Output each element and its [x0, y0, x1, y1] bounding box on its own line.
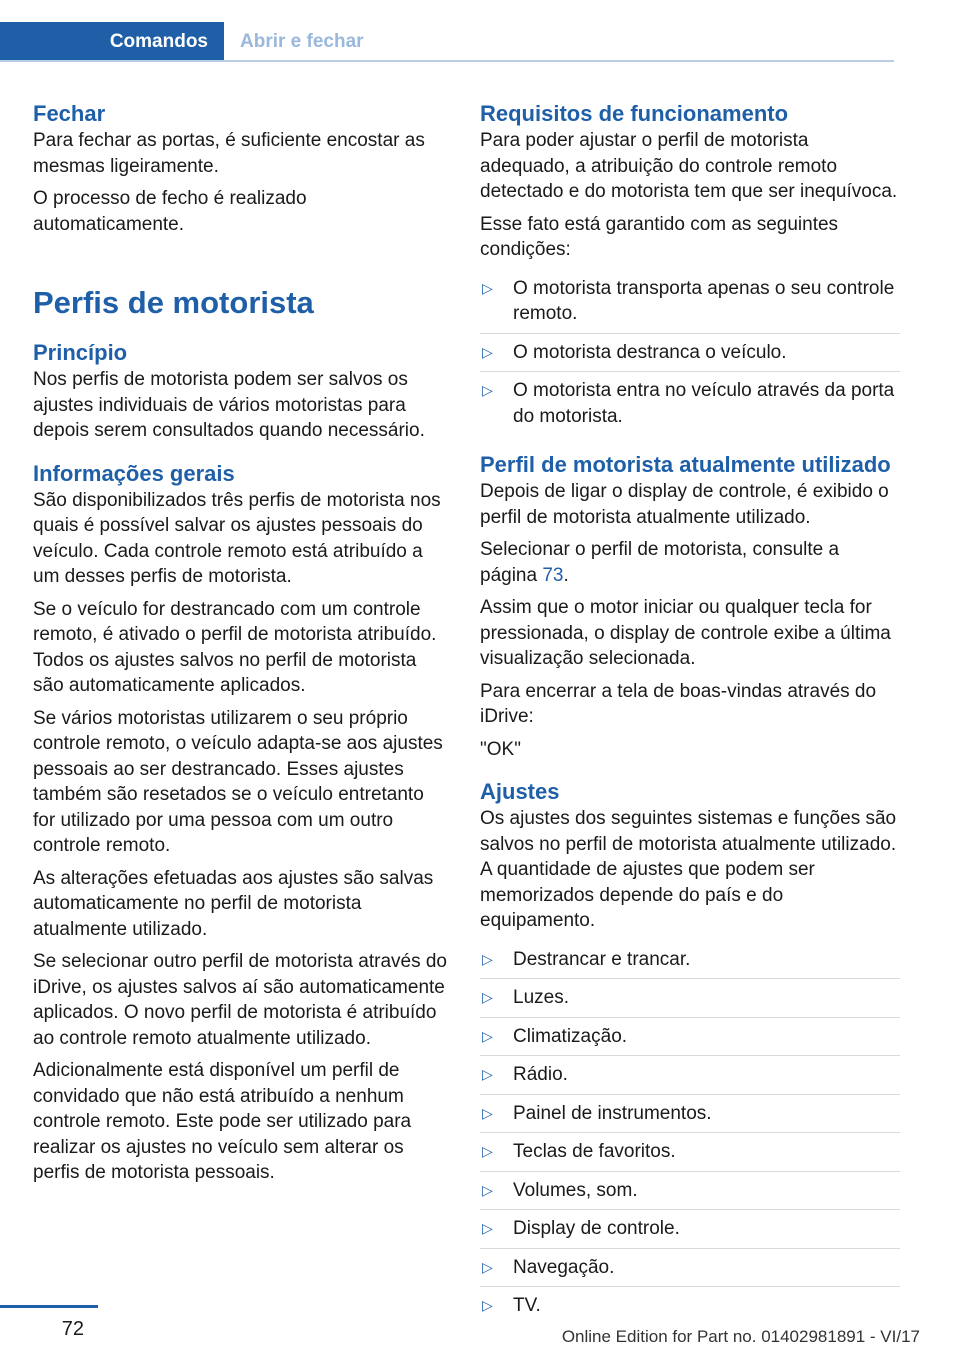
- page-number: 72: [61, 1318, 84, 1340]
- list-item: [480, 334, 900, 373]
- list-item-text: Display de controle.: [513, 1218, 680, 1239]
- paragraph: Adicionalmente está disponível um perfil de convidado que não está atribuído a nenhum controle remoto. Este pode ser utilizado para realizar os ajustes no veículo sem alterar os perfis de motorista pessoais.: [33, 1060, 412, 1183]
- paragraph: Se o veículo for destrancado com um controle remoto, é ativado o perfil de motorista atribuído. Todos os ajustes salvos no perfil de motorista são automaticamente aplicados.: [33, 598, 437, 696]
- requirements-list: [480, 270, 900, 436]
- left-column: [33, 100, 448, 1193]
- list-item: [480, 372, 900, 435]
- section-title-requisitos: Requisitos de funcionamento: [480, 101, 789, 126]
- list-item-text: Luzes.: [513, 987, 569, 1008]
- list-item-text: Destrancar e trancar.: [513, 948, 691, 970]
- paragraph: [480, 537, 900, 588]
- triangle-bullet-icon: ▷: [482, 989, 493, 1005]
- paragraph: São disponibilizados três perfis de motorista nos quais é possível salvar os ajustes pessoais do veículo. Cada controle remoto está atribuído a um desses perfis de motorista.: [33, 489, 441, 587]
- paragraph: Nos perfis de motorista podem ser salvos os ajustes individuais de vários motoristas para depois serem consultados quando necessário.: [33, 369, 425, 441]
- list-item: [480, 1056, 900, 1095]
- list-item-text: Teclas de favoritos.: [513, 1141, 676, 1162]
- section-title-perfil-atual: Perfil de motorista atualmente utilizado: [480, 452, 891, 477]
- triangle-bullet-icon: ▷: [482, 1104, 493, 1121]
- list-item: [480, 1095, 900, 1134]
- list-item-text: TV.: [513, 1295, 541, 1316]
- section-title-informacoes-gerais: Informações gerais: [33, 460, 235, 486]
- list-item-text: Painel de instrumentos.: [513, 1102, 712, 1124]
- triangle-bullet-icon: ▷: [482, 1066, 493, 1082]
- triangle-bullet-icon: ▷: [482, 1143, 493, 1159]
- paragraph: Assim que o motor iniciar ou qualquer tecla for pressionada, o display de controle exibe a última visualização selecionada.: [480, 597, 891, 669]
- paragraph-text: Selecionar o perfil de motorista, consulte a página: [480, 539, 840, 586]
- list-item-text: Volumes, som.: [513, 1179, 638, 1201]
- tab-comandos-label: Comandos: [109, 31, 208, 52]
- section-title-principio: Princípio: [33, 340, 128, 365]
- paragraph: "OK": [480, 738, 521, 760]
- triangle-bullet-icon: ▷: [482, 1027, 493, 1044]
- triangle-bullet-icon: ▷: [482, 382, 493, 398]
- list-item-text: Climatização.: [513, 1025, 628, 1047]
- triangle-bullet-icon: ▷: [482, 1297, 493, 1313]
- list-item: [480, 1018, 900, 1057]
- paragraph: Para encerrar a tela de boas-vindas através do iDrive:: [480, 680, 877, 727]
- paragraph: As alterações efetuadas aos ajustes são salvas automaticamente no perfil de motorista atualmente utilizado.: [33, 867, 434, 940]
- list-item: [480, 270, 900, 334]
- list-item-text: Navegação.: [513, 1256, 615, 1278]
- triangle-bullet-icon: ▷: [482, 279, 493, 296]
- section-title-ajustes: Ajustes: [480, 779, 560, 804]
- list-item-text: O motorista transporta apenas o seu controle remoto.: [513, 277, 895, 324]
- paragraph: Esse fato está garantido com as seguintes condições:: [480, 213, 839, 260]
- triangle-bullet-icon: ▷: [482, 343, 493, 360]
- tab-abrir-e-fechar[interactable]: [240, 22, 364, 62]
- paragraph: Depois de ligar o display de controle, é exibido o perfil de motorista atualmente utilizado.: [480, 481, 889, 528]
- paragraph: Para fechar as portas, é suficiente encostar as mesmas ligeiramente.: [33, 130, 425, 177]
- paragraph: Para poder ajustar o perfil de motorista adequado, a atribuição do controle remoto detectado e do motorista tem que ser inequívoca.: [480, 130, 898, 202]
- paragraph: O processo de fecho é realizado automaticamente.: [33, 188, 307, 235]
- tab-abrir-e-fechar-label: Abrir e fechar: [240, 31, 364, 52]
- list-item: [480, 941, 900, 980]
- paragraph: Os ajustes dos seguintes sistemas e funções são salvos no perfil de motorista atualmente utilizado. A quantidade de ajustes que podem ser memorizados depende do país e do equipamento.: [480, 808, 897, 931]
- page-reference-link[interactable]: 73: [542, 564, 564, 586]
- list-item: [480, 1133, 900, 1172]
- right-column: [480, 100, 900, 1337]
- edition-note: Online Edition for Part no. 01402981891 - VI/17: [561, 1327, 920, 1346]
- triangle-bullet-icon: ▷: [482, 950, 493, 967]
- paragraph: Se selecionar outro perfil de motorista através do iDrive, os ajustes salvos aí são automaticamente aplicados. O novo perfil de motorista é atribuído ao controle remoto atualmente utilizado.: [33, 951, 447, 1049]
- list-item: [480, 1287, 900, 1325]
- footer-divider: [0, 1305, 98, 1308]
- list-item: [480, 1249, 900, 1288]
- list-item-text: O motorista destranca o veículo.: [513, 341, 787, 363]
- section-title-fechar: Fechar: [33, 101, 106, 126]
- settings-list: [480, 941, 900, 1325]
- header-divider: [0, 60, 894, 62]
- list-item-text: O motorista entra no veículo através da porta do motorista.: [513, 380, 895, 427]
- triangle-bullet-icon: ▷: [482, 1181, 493, 1198]
- list-item: [480, 1210, 900, 1249]
- paragraph: Se vários motoristas utilizarem o seu próprio controle remoto, o veículo adapta-se aos ajustes pessoais ao ser destrancado. Esses ajustes também são resetados se o veículo entretanto for utilizado por uma pessoa com um outro controle remoto.: [33, 707, 443, 856]
- triangle-bullet-icon: ▷: [482, 1220, 493, 1236]
- tab-comandos[interactable]: [0, 22, 224, 62]
- chapter-title: Perfis de motorista: [33, 285, 314, 320]
- paragraph-text: .: [563, 564, 569, 586]
- list-item-text: Rádio.: [513, 1064, 568, 1085]
- list-item: [480, 1172, 900, 1211]
- triangle-bullet-icon: ▷: [482, 1258, 493, 1275]
- list-item: [480, 979, 900, 1018]
